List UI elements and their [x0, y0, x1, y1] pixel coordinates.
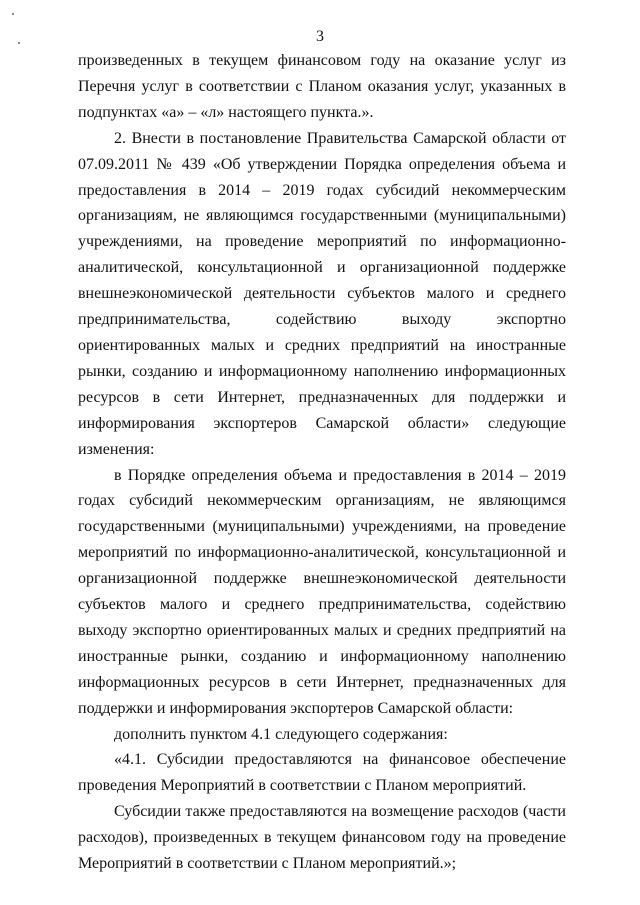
document-body: [78, 48, 566, 877]
page-number: 3: [316, 28, 324, 45]
paragraph-procedure: в Порядке определения объема и предоставления в 2014 – 2019 годах субсидий некоммерческим организациям, не являющимся государственными (муниципальными) учреждениями, на проведение мероприятий по информационно-аналитической, консультационной и организационной поддержке внешнеэкономической деятельности субъектов малого и среднего предпринимательства, содействию выходу экспортно ориентированных малых и средних предприятий на иностранные рынки, созданию и информационному наполнению информационных ресурсов в сети Интернет, предназначенных для поддержки и информирования экспортеров Самарской области:: [78, 466, 566, 717]
paragraph-continuation: произведенных в текущем финансовом году на оказание услуг из Перечня услуг в соответствии с Планом оказания услуг, указанных в подпунктах «а» – «л» настоящего пункта.».: [78, 52, 566, 121]
paragraph-item-2: 2. Внести в постановление Правительства Самарской области от 07.09.2011 № 439 «Об утверждении Порядка определения объема и предоставления в 2014 – 2019 годах субсидий некоммерческим организациям, не являющимся государственными (муниципальными) учреждениями, на проведение мероприятий по информационно-аналитической, консультационной и организационной поддержке внешнеэкономической деятельности субъектов малого и среднего предпринимательства, содействию выходу экспортно ориентированных малых и средних предприятий на иностранные рынки, созданию и информационному наполнению информационных ресурсов в сети Интернет, предназначенных для поддержки и информирования экспортеров Самарской области» следующие изменения:: [78, 129, 566, 458]
paragraph-supplement: дополнить пунктом 4.1 следующего содержания:: [114, 725, 448, 743]
scan-speck: [12, 13, 14, 15]
paragraph-clause-4-1: «4.1. Субсидии предоставляются на финансовое обеспечение проведения Мероприятий в соответствии с Планом мероприятий.: [78, 751, 566, 795]
paragraph-subsidies-also: Субсидии также предоставляются на возмещение расходов (части расходов), произведенных в текущем финансовом году на проведение Мероприятий в соответствии с Планом мероприятий.»;: [78, 803, 566, 873]
